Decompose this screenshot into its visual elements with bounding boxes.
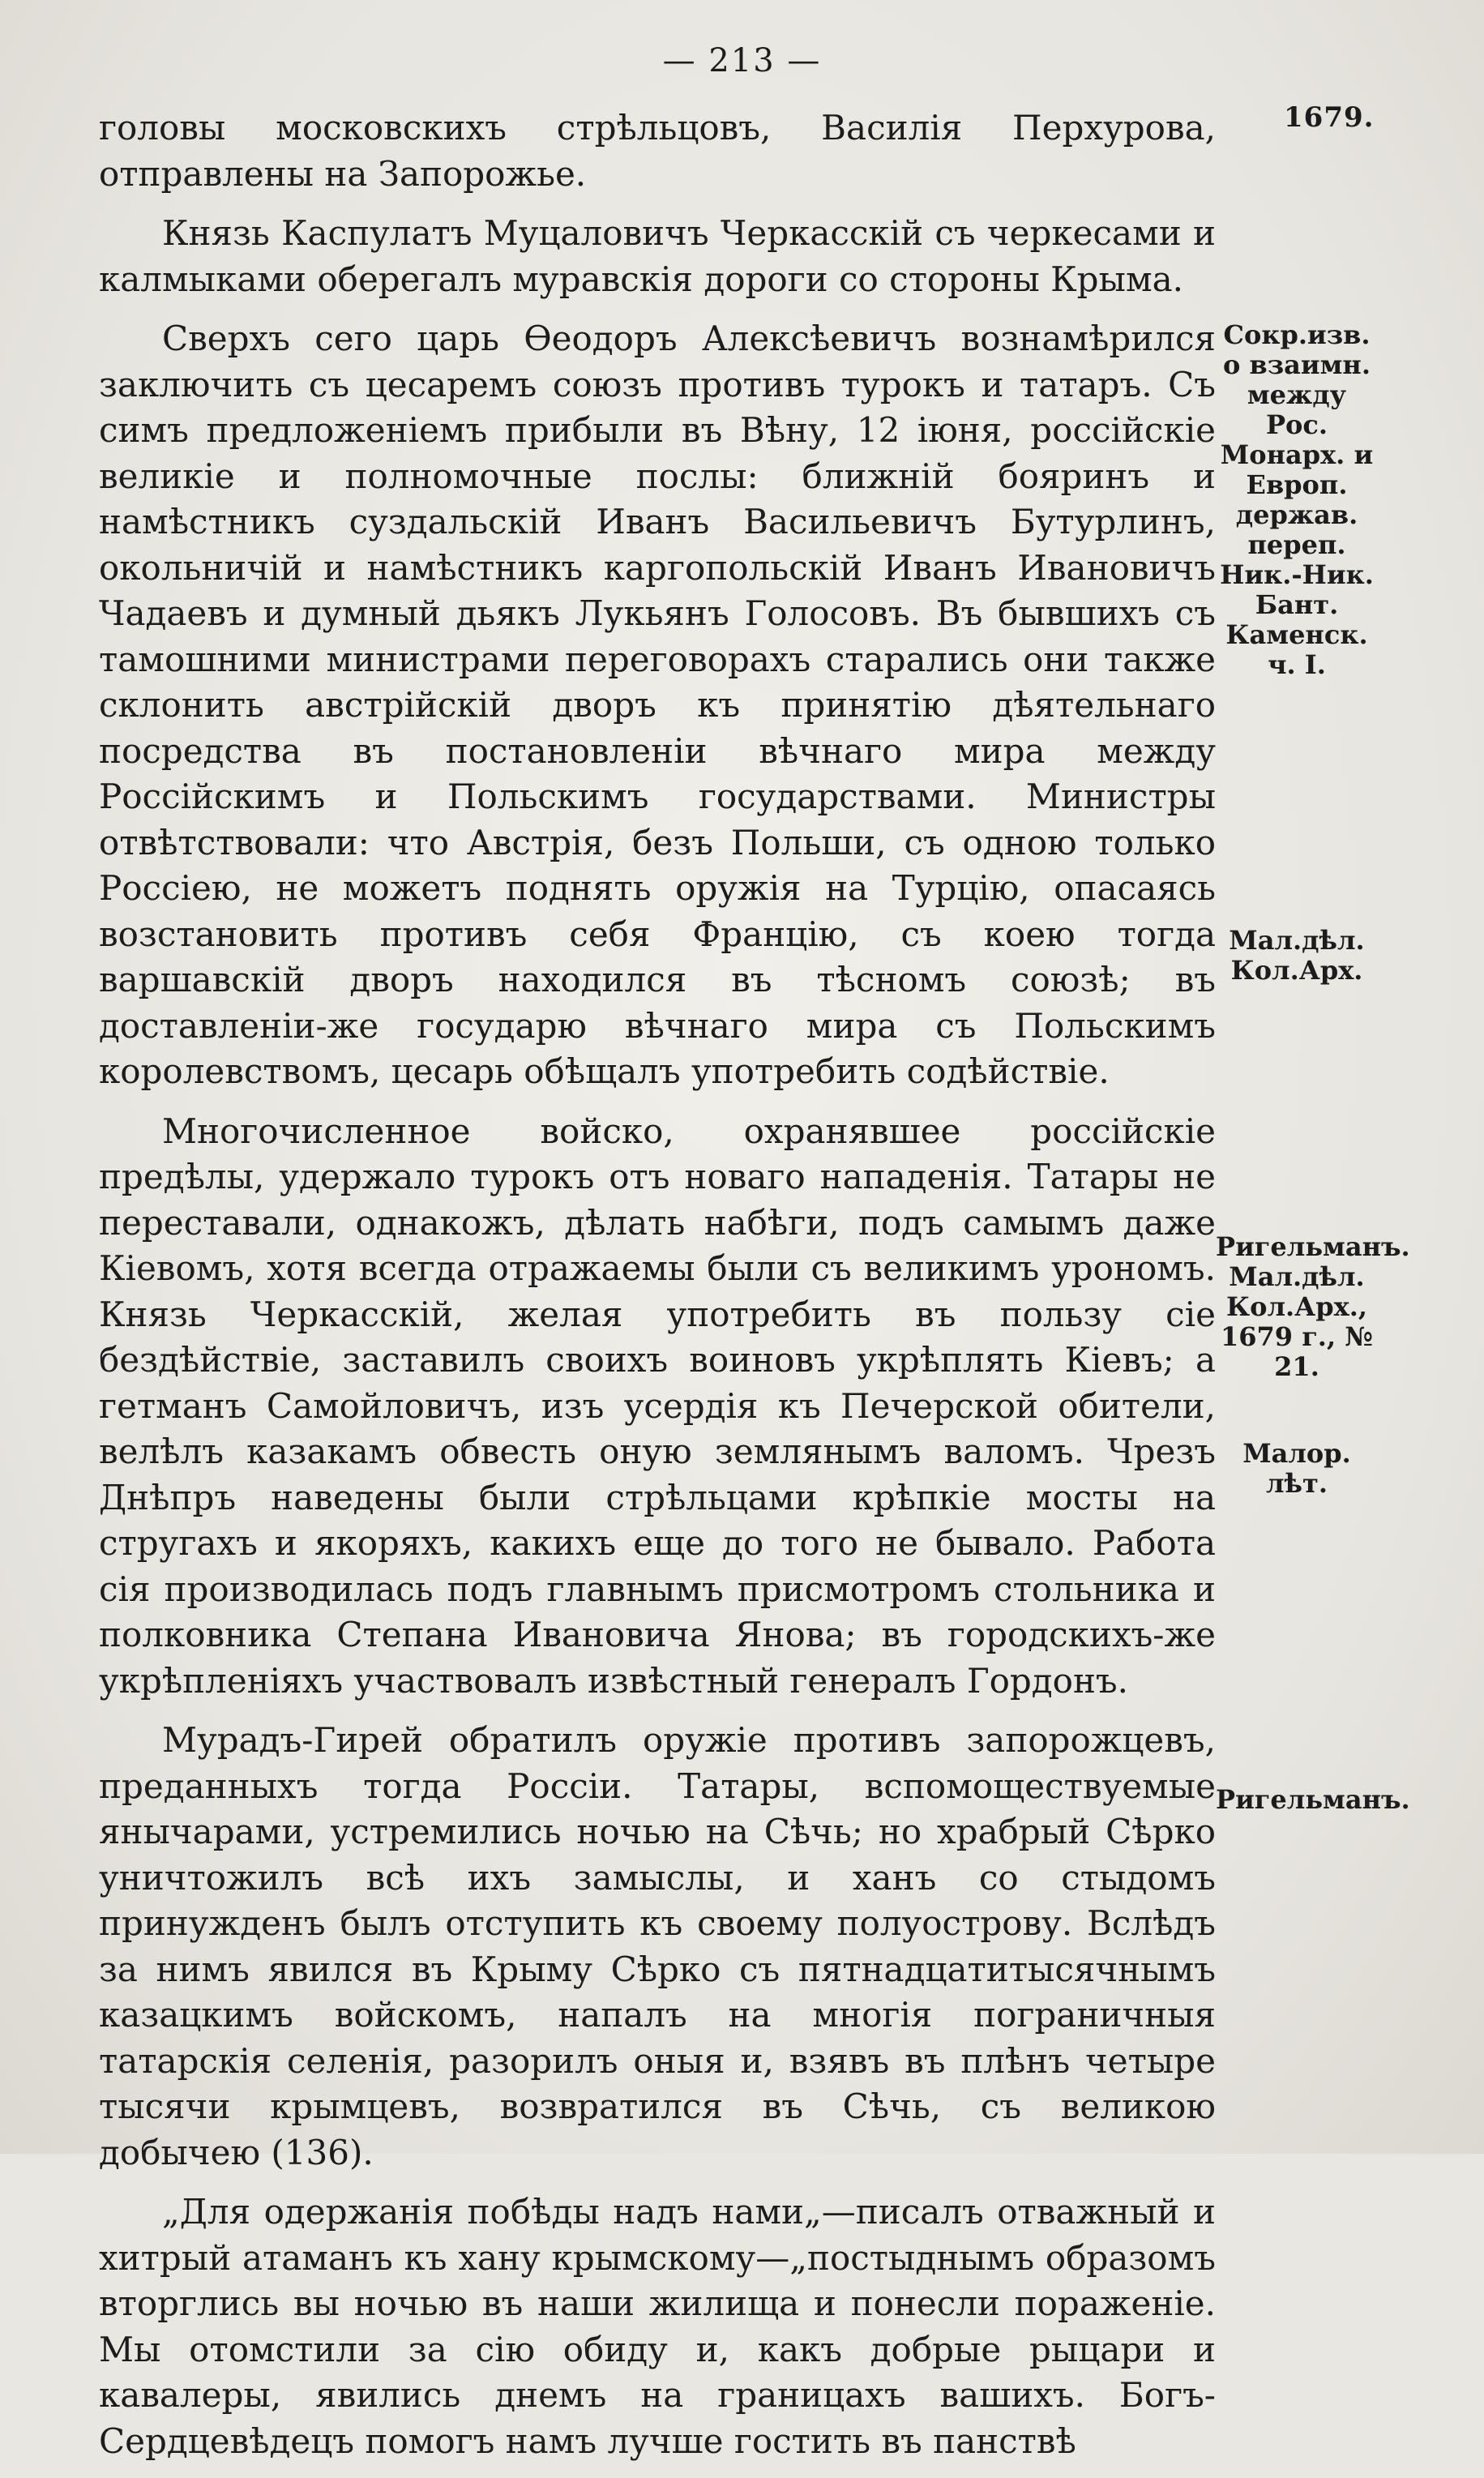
margin-note: Ригельманъ. Мал.дѣл. Кол.Арх., 1679 г., № 21.: [1216, 1231, 1410, 1382]
margin-note: Ригельманъ.: [1216, 1784, 1410, 1815]
paragraph: Многочисленное войско, охранявшее россійскіе предѣлы, удержало турокъ отъ новаго нападенія. Татары не переставали, однакожъ, дѣлать набѣги, подъ самымъ даже Кіевомъ, хотя всегда отражаемы были съ великимъ урономъ. Князь Черкасскій, желая употребить въ пользу сіе бездѣйствіе, заставилъ своихъ воиновъ укрѣплять Кіевъ; а гетманъ Самойловичъ, изъ усердія къ Печерской обители, велѣлъ казакамъ обвесть оную землянымъ валомъ. Чрезъ Днѣпръ наведены были стрѣльцами крѣпкіе мосты на стругахъ и якоряхъ, какихъ еще до того не бывало. Работа сія производилась подъ главнымъ присмотромъ стольника и полковника Степана Ивановича Янова; въ городскихъ-же укрѣпленіяхъ участвовалъ извѣстный генералъ Гордонъ.: [99, 1111, 1216, 1701]
paragraph: Мурадъ-Гирей обратилъ оружіе противъ запорожцевъ, преданныхъ тогда Россіи. Татары, вспомоществуемые янычарами, устремились ночью на Сѣчь; но храбрый Сѣрко уничтожилъ всѣ ихъ замыслы, и ханъ со стыдомъ принужденъ былъ отступить къ своему полуострову. Вслѣдъ за нимъ явился въ Крыму Сѣрко съ пятнадцатитысячнымъ казацкимъ войскомъ, напалъ на многія пограничныя татарскія селенія, разорилъ оныя и, взявъ въ плѣнъ четыре тысячи крымцевъ, возвратился въ Сѣчь, съ великою добычею (136).: [99, 1720, 1216, 2172]
paragraph: Сверхъ сего царь Ѳеодоръ Алексѣевичъ вознамѣрился заключить съ цесаремъ союзъ противъ турокъ и татаръ. Съ симъ предложеніемъ прибыли въ Вѣну, 12 іюня, россійскіе великіе и полномочные послы: ближній бояринъ и намѣстникъ суздальскій Иванъ Васильевичъ Бутурлинъ, окольничій и намѣстникъ каргопольскій Иванъ Ивановичъ Чадаевъ и думный дьякъ Лукьянъ Голосовъ. Въ бывшихъ съ тамошними министрами переговорахъ старались они также склонить австрійскій дворъ къ принятію дѣятельнаго посредства въ постановленіи вѣчнаго мира между Россійскимъ и Польскимъ государствами. Министры отвѣтствовали: что Австрія, безъ Польши, съ одною только Россіею, не можетъ поднять оружія на Турцію, опасаясь возстановить противъ себя Францію, съ коею тогда варшавскій дворъ находился въ тѣсномъ союзѣ; въ доставленіи-же государю вѣчнаго мира съ Польскимъ королевствомъ, цесарь обѣщалъ употребить содѣйствіе.: [99, 319, 1216, 1091]
year-margin-label: 1679.: [1284, 101, 1375, 134]
margin-note: Малор. лѣт.: [1242, 1438, 1351, 1499]
paragraph: головы московскихъ стрѣльцовъ, Василія Перхурова, отправлены на Запорожье.: [99, 108, 1216, 194]
margin-note: Сокр.изв. о взаимн. между Рос. Монарх. и Европ. держав. переп. Ник.-Ник. Бант. Каменск. ч. I.: [1220, 319, 1374, 680]
paragraph: „Для одержанія побѣды надъ нами„—писалъ отважный и хитрый атаманъ къ хану крымскому—„постыднымъ образомъ вторглись вы ночью въ наши жилища и понесли пораженіе. Мы отомстили за сію обиду и, какъ добрые рыцари и кавалеры, явились днемъ на границахъ вашихъ. Богъ-Сердцевѣдецъ помогъ намъ лучше гостить въ панствѣ: [99, 2192, 1216, 2461]
page-number: — 213 —: [662, 42, 822, 79]
paragraph: Князь Каспулатъ Муцаловичъ Черкасскій съ черкесами и калмыками оберегалъ муравскія дороги со стороны Крыма.: [99, 213, 1216, 299]
body-text: [99, 105, 1216, 2478]
margin-note: Мал.дѣл. Кол.Арх.: [1229, 925, 1365, 986]
